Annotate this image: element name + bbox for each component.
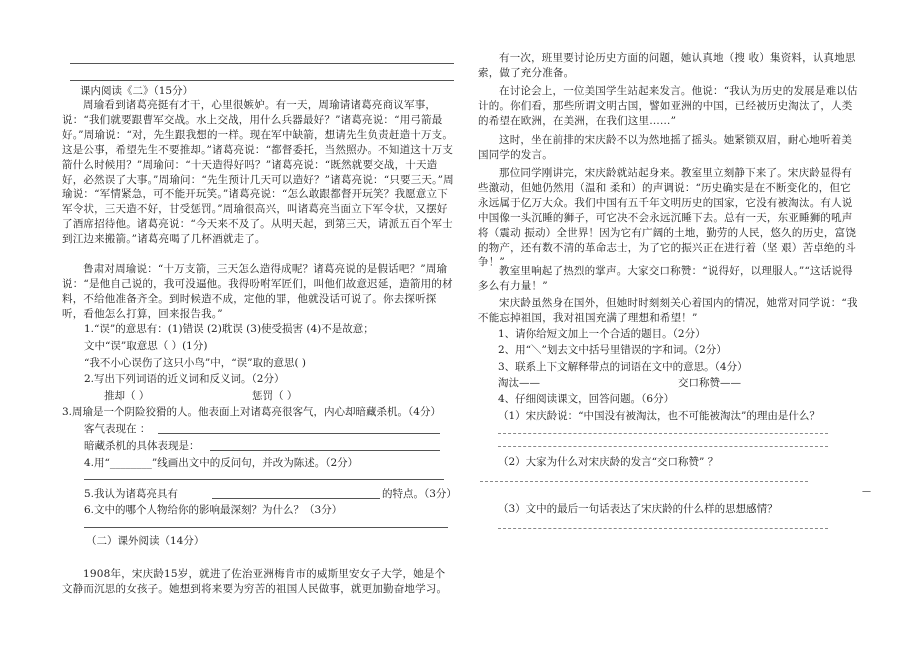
r-question-1: 1、请你给短文加上一个合适的题目。（2分） <box>498 328 706 340</box>
question-4: 4.用“________”线画出文中的反问句，并改为陈述。（2分） <box>84 457 359 469</box>
passage2-para6: 教室里响起了热烈的掌声。大家交口称赞：“说得好，以理服人。”“这话说得多么有力量！” <box>478 265 853 292</box>
question-2b: 惩罚（ ） <box>252 390 298 402</box>
passage2-para5: 那位同学刚讲完，宋庆龄就站起身来。教室里立刻静下来了。宋庆龄显得有些激动，但她仍然用（温和 柔和）的声调说：“历史确实是在不断变化的，但它永远属于亿万大众。我们中国有五千年文明历史的国家，它没有被淘汰。有人说中国像一头沉睡的狮子，可它决不会永远沉睡下去。总有一天，东亚睡狮的吼声将（震动 振动）全世界！因为它有广阔的土地，勤劳的人民，悠久的历史，富饶的物产，还有数不清的革命志士，为了它的振兴正在进行着（坚 艰）苦卓绝的斗争！” <box>478 167 857 269</box>
answer-line <box>498 433 828 434</box>
r-question-3b: 交口称赞—— <box>678 377 741 389</box>
answer-line <box>158 433 440 434</box>
question-1: 1.“误”的意思有：(1)错误 (2)耽误 (3)使受损害 (4)不是故意； <box>84 323 374 335</box>
passage1-para2: 鲁肃对周瑜说：“十万支箭，三天怎么造得成呢？诸葛亮说的是假话吧？”周瑜说：“是他自己说的，我可没逼他。我得吩咐军匠们，叫他们故意迟延，造箭用的材料，不给他准备齐全。到时候造不成，定他的罪，他就没话可说了。你去探听探听，看他怎么打算，回来报告我。” <box>62 263 453 320</box>
section1-title: 课内阅读《二》（15分） <box>80 85 194 97</box>
r-question-4: 4、仔细阅读课文，回答问题。（6分） <box>498 393 675 405</box>
answer-line <box>212 498 380 499</box>
r-question-4a: （1）宋庆龄说：“中国没有被淘汰，也不可能被淘汰”的理由是什么？ <box>498 410 820 422</box>
passage1-para1: 周瑜看到诸葛亮挺有才干，心里很嫉妒。有一天，周瑜请诸葛亮商议军事，说：“我们就要跟曹军交战。水上交战，用什么兵器最好？”诸葛亮说：“用弓箭最好。”周瑜说：“对，先生跟我想的一样。现在军中缺箭，想请先生负责赶造十万支。这是公事，希望先生不要推却。”诸葛亮说：“都督委托，当然照办。不知道这十万支箭什么时候用？”周瑜问：“十天造得好吗？”诸葛亮说：“既然就要交战，十天造好，必然误了大事。”周瑜问：“先生预计几天可以造好？”诸葛亮说：“只要三天。”周瑜说：“军情紧急，可不能开玩笑。”诸葛亮说：“怎么敢跟都督开玩笑？我愿意立下军令状，三天造不好，甘受惩罚。”周瑜很高兴，叫诸葛亮当面立下军令状，又摆好了酒席招待他。诸葛亮说：“今天来不及了。从明天起，到第三天，请派五百个军士到江边来搬箭。”诸葛亮喝了几杯酒就走了。 <box>62 99 454 246</box>
passage2-para3: 在讨论会上，一位美国学生站起来发言。他说：“我认为历史的发展是难以估计的。你们看，那些所谓文明古国，譬如亚洲的中国，已经被历史淘汰了，人类的希望在欧洲，在美洲，在我们这里……” <box>478 85 858 127</box>
question-5a: 5.我认为诸葛亮具有 <box>84 488 179 500</box>
question-1a: 文中“误”取意思（ ）(1分) <box>84 340 208 352</box>
answer-line <box>70 80 454 81</box>
r-question-2: 2、用“＼”划去文中括号里错误的字和词。（2分） <box>498 344 727 356</box>
question-6: 6.文中的哪个人物给你的影响最深刻？为什么？（3分） <box>84 504 343 516</box>
answer-line <box>84 479 444 480</box>
r-question-3: 3、联系上下文解释带点的词语在文中的意思。（4分） <box>498 361 748 373</box>
section2-title: （二）课外阅读（14分） <box>86 535 205 547</box>
answer-line <box>210 450 440 451</box>
answer-line <box>480 481 808 482</box>
r-question-4c: （3）文中的最后一句话表达了宋庆龄的什么样的思想感情？ <box>498 503 778 515</box>
question-2a: 推却（ ） <box>104 390 150 402</box>
passage2-para7: 宋庆龄虽然身在国外，但她时时刻刻关心着国内的情况，她常对同学说：“我不能忘掉祖国，我对祖国充满了理想和希望！” <box>478 297 858 324</box>
question-3b: 暗藏杀机的具体表现是： <box>84 440 200 452</box>
answer-line <box>70 63 454 64</box>
passage2-para2: 有一次，班里要讨论历史方面的问题，她认真地（搜 收）集资料，认真地思索，做了充分准备。 <box>478 52 856 79</box>
question-2: 2.写出下列词语的近义词和反义词。（2分） <box>84 373 285 385</box>
passage2-para4: 这时，坐在前排的宋庆龄不以为然地摇了摇头。她紧锁双眉，耐心地听着美国同学的发言。 <box>478 134 853 161</box>
dash-mark: — <box>862 487 871 497</box>
question-3: 3.周瑜是一个阴险狡猾的人。他表面上对诸葛亮很客气，内心却暗藏杀机。（4分） <box>62 406 441 418</box>
answer-line <box>498 528 828 529</box>
r-question-3a: 淘汰—— <box>498 377 540 389</box>
answer-line <box>498 446 828 447</box>
passage2-para1: 1908年，宋庆龄15岁，就进了佐治亚洲梅肯市的威斯里安女子大学，她是个文静而沉思的女孩子。她想到将来要为穷苦的祖国人民做事，就更加勤奋地学习。 <box>62 568 448 595</box>
question-3a: 客气表现在 ： <box>84 423 151 435</box>
question-1b: “我不小心误伤了这只小鸟”中，“误”取的意思( ) <box>84 357 307 369</box>
answer-line <box>84 527 448 528</box>
question-5b: 的特点。（3分） <box>382 488 457 500</box>
r-question-4b: （2）大家为什么对宋庆龄的发言“交口称赞” ？ <box>498 456 719 468</box>
